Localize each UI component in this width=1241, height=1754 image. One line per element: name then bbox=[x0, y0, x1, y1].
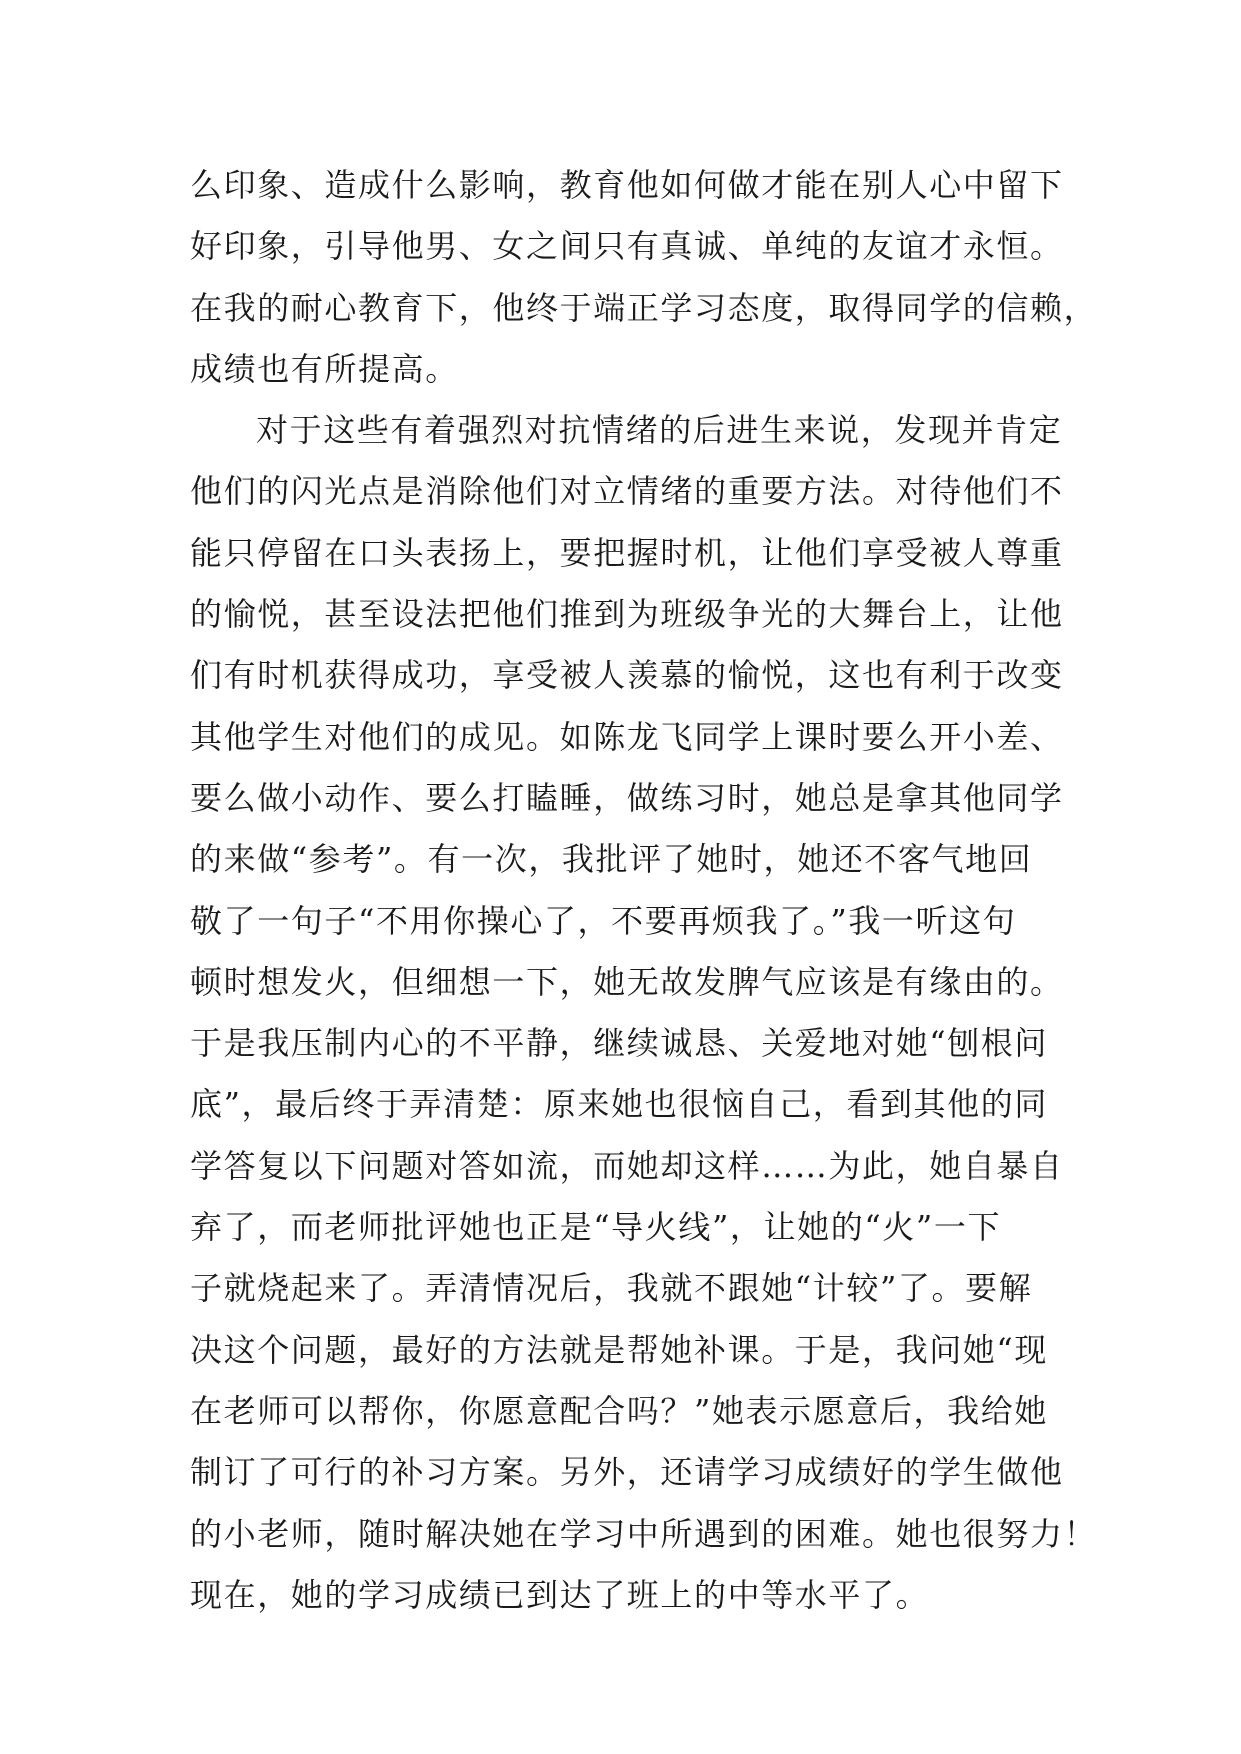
text-line: 好印象，引导他男、女之间只有真诚、单纯的友谊才永恒。 bbox=[190, 227, 1064, 266]
text-line: 决这个问题，最好的方法就是帮她补课。于是，我问她“现 bbox=[190, 1330, 1048, 1369]
text-line: 们有时机获得成功，享受被人羡慕的愉悦，这也有利于改变 bbox=[190, 656, 1064, 695]
text-line: 制订了可行的补习方案。另外，还请学习成绩好的学生做他 bbox=[190, 1453, 1064, 1492]
text-line: 要么做小动作、要么打瞌睡，做练习时，她总是拿其他同学 bbox=[190, 778, 1064, 817]
text-line: 在我的耐心教育下，他终于端正学习态度，取得同学的信赖， bbox=[190, 288, 1098, 327]
text-line: 么印象、造成什么影响，教育他如何做才能在别人心中留下 bbox=[190, 166, 1064, 204]
text-line: 在老师可以帮你，你愿意配合吗？”她表示愿意后，我给她 bbox=[190, 1391, 1048, 1430]
text-line: 其他学生对他们的成见。如陈龙飞同学上课时要么开小差、 bbox=[190, 717, 1064, 756]
text-line: 成绩也有所提高。 bbox=[190, 349, 459, 388]
text-line: 底”，最后终于弄清楚：原来她也很恼自己，看到其他的同 bbox=[190, 1085, 1048, 1124]
text-line: 能只停留在口头表扬上，要把握时机，让他们享受被人尊重 bbox=[190, 533, 1064, 572]
text-line: 于是我压制内心的不平静，继续诚恳、关爱地对她“刨根问 bbox=[190, 1024, 1048, 1063]
document-body bbox=[190, 155, 1098, 1626]
paragraph-first-line: 对于这些有着强烈对抗情绪的后进生来说，发现并肯定 bbox=[256, 411, 1063, 450]
text-line: 的来做“参考”。有一次，我批评了她时，她还不客气地回 bbox=[190, 840, 1033, 879]
text-line: 的愉悦，甚至设法把他们推到为班级争光的大舞台上，让他 bbox=[190, 595, 1064, 634]
text-line: 子就烧起来了。弄清情况后，我就不跟她“计较”了。要解 bbox=[190, 1269, 1033, 1308]
text-line: 他们的闪光点是消除他们对立情绪的重要方法。对待他们不 bbox=[190, 472, 1064, 511]
text-line: 敬了一句子“不用你操心了，不要再烦我了。”我一听这句 bbox=[190, 901, 1017, 940]
text-line: 现在，她的学习成绩已到达了班上的中等水平了。 bbox=[190, 1575, 930, 1614]
text-line: 学答复以下问题对答如流，而她却这样……为此，她自暴自 bbox=[190, 1146, 1064, 1185]
text-line: 的小老师，随时解决她在学习中所遇到的困难。她也很努力！ bbox=[190, 1514, 1098, 1553]
text-line: 弃了，而老师批评她也正是“导火线”，让她的“火”一下 bbox=[190, 1208, 1002, 1247]
text-line: 顿时想发火，但细想一下，她无故发脾气应该是有缘由的。 bbox=[190, 962, 1064, 1001]
